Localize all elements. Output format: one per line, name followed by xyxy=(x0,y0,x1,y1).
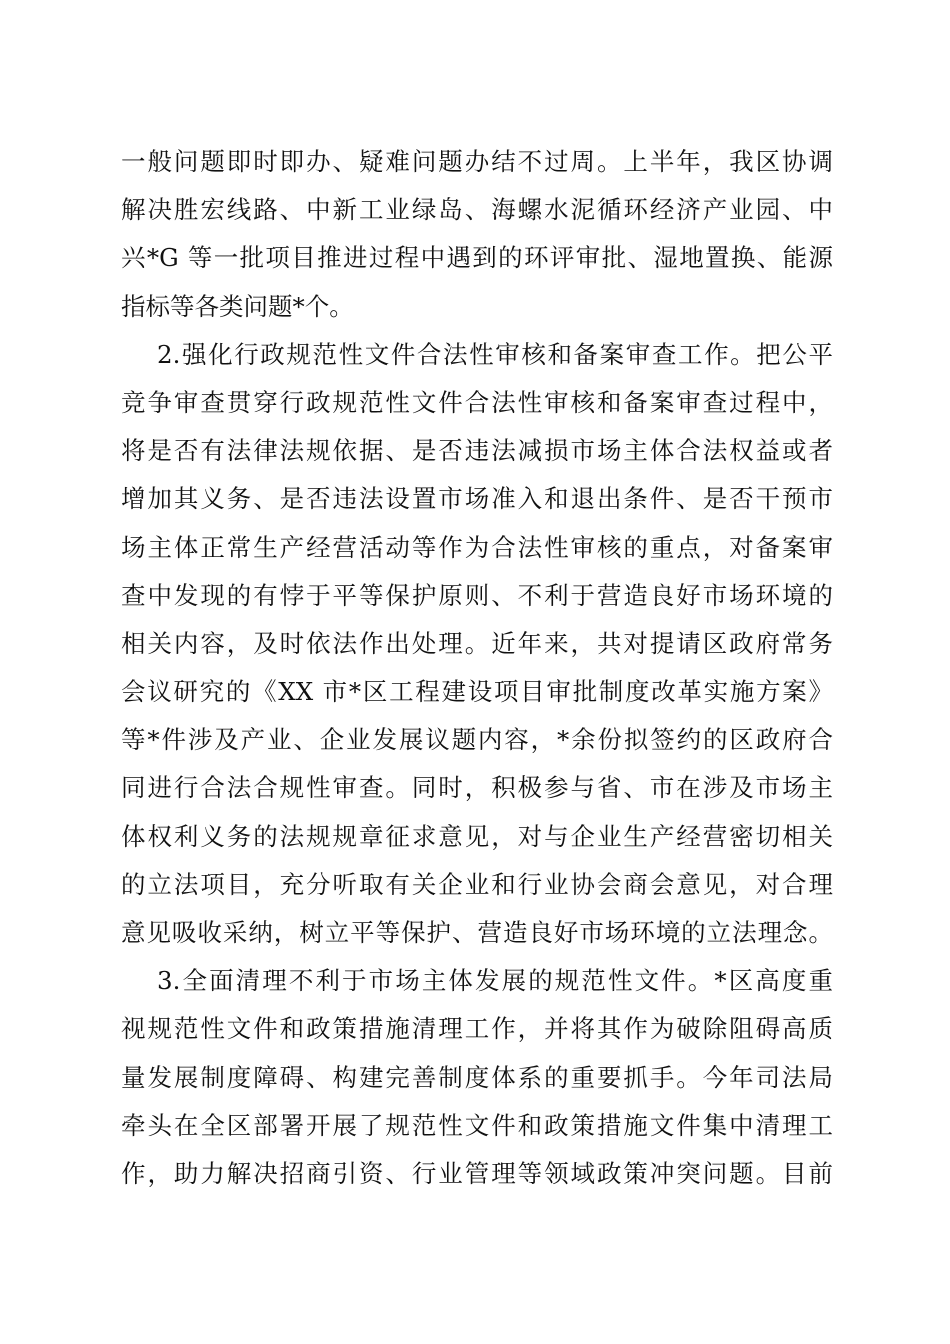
text-line-6: 竞争审查贯穿行政规范性文件合法性审核和备案审查过程中， xyxy=(121,387,833,417)
section-2-heading-line: 2.强化行政规范性文件合法性审核和备案审查工作。把公平 xyxy=(157,339,833,369)
text-line-19: 视规范性文件和政策措施清理工作，并将其作为破除阻碍高质 xyxy=(121,1014,833,1044)
text-line-4: 指标等各类问题*个。 xyxy=(121,291,354,321)
text-line-9: 场主体正常生产经营活动等作为合法性审核的重点，对备案审 xyxy=(121,532,833,562)
text-line-12: 会议研究的《XX 市*区工程建设项目审批制度改革实施方案》 xyxy=(121,677,833,707)
text-line-7: 将是否有法律法规依据、是否违法减损市场主体合法权益或者 xyxy=(121,436,833,466)
text-line-20: 量发展制度障碍、构建完善制度体系的重要抓手。今年司法局 xyxy=(121,1062,833,1092)
text-line-10: 查中发现的有悖于平等保护原则、不利于营造良好市场环境的 xyxy=(121,580,833,610)
section-3-heading-line: 3.全面清理不利于市场主体发展的规范性文件。*区高度重 xyxy=(157,966,833,996)
text-line-3: 兴*G 等一批项目推进过程中遇到的环评审批、湿地置换、能源 xyxy=(121,243,833,273)
text-line-17: 意见吸收采纳，树立平等保护、营造良好市场环境的立法理念。 xyxy=(121,918,833,947)
text-line-13: 等*件涉及产业、企业发展议题内容，*余份拟签约的区政府合 xyxy=(121,725,833,755)
text-line-8: 增加其义务、是否违法设置市场准入和退出条件、是否干预市 xyxy=(121,484,833,514)
body-text xyxy=(121,138,833,1198)
text-line-1: 一般问题即时即办、疑难问题办结不过周。上半年，我区协调 xyxy=(121,147,833,176)
text-line-2: 解决胜宏线路、中新工业绿岛、海螺水泥循环经济产业园、中 xyxy=(121,195,833,225)
text-line-21: 牵头在全区部署开展了规范性文件和政策措施文件集中清理工 xyxy=(121,1110,833,1140)
text-line-15: 体权利义务的法规规章征求意见，对与企业生产经营密切相关 xyxy=(121,821,833,851)
text-line-16: 的立法项目，充分听取有关企业和行业协会商会意见，对合理 xyxy=(121,869,833,899)
text-line-22: 作，助力解决招商引资、行业管理等领域政策冲突问题。目前 xyxy=(121,1158,833,1188)
text-line-14: 同进行合法合规性审查。同时，积极参与省、市在涉及市场主 xyxy=(121,773,833,803)
text-line-11: 相关内容，及时依法作出处理。近年来，共对提请区政府常务 xyxy=(121,628,833,658)
